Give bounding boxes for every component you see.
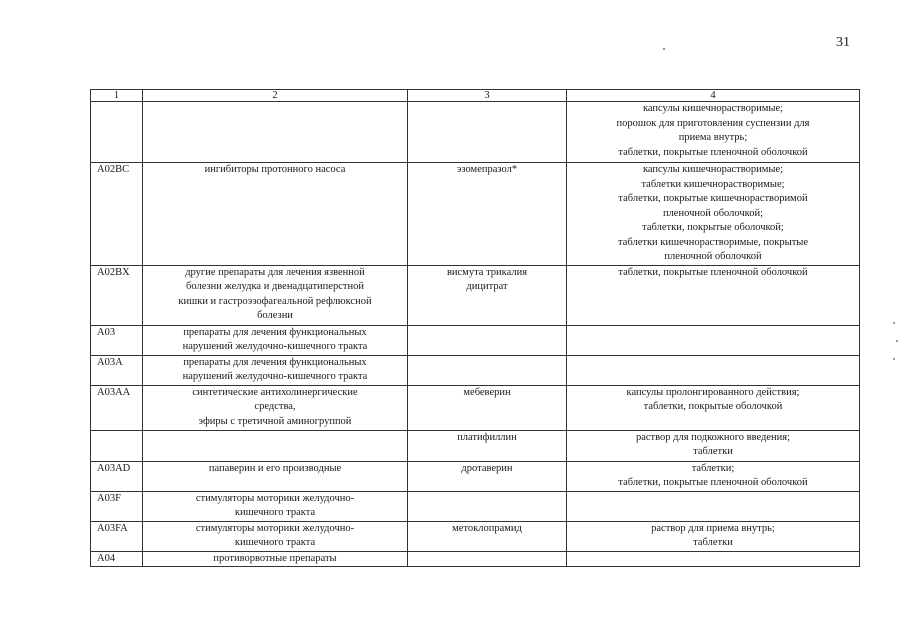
- atc-code-cell: [91, 102, 143, 163]
- drug-name-cell: [408, 102, 567, 163]
- drug-name-cell: мебеверин: [408, 385, 567, 430]
- dosage-forms-cell: [567, 325, 860, 355]
- atc-code-cell: A03AD: [91, 461, 143, 491]
- group-name-cell: препараты для лечения функциональных нарушений желудочно-кишечного тракта: [143, 355, 408, 385]
- group-name-cell: противорвотные препараты: [143, 551, 408, 567]
- dosage-forms-cell: раствор для приема внутрь; таблетки: [567, 521, 860, 551]
- group-name-cell: ингибиторы протонного насоса: [143, 163, 408, 266]
- group-name-cell: папаверин и его производные: [143, 461, 408, 491]
- group-name-cell: препараты для лечения функциональных нарушений желудочно-кишечного тракта: [143, 325, 408, 355]
- drug-name-cell: [408, 355, 567, 385]
- drug-name-cell: эзомепразол*: [408, 163, 567, 266]
- dosage-forms-cell: таблетки; таблетки, покрытые пленочной оболочкой: [567, 461, 860, 491]
- column-number-row: [91, 90, 860, 102]
- column-number: 1: [91, 90, 143, 102]
- group-name-cell: стимуляторы моторики желудочно- кишечного тракта: [143, 491, 408, 521]
- table-row: [91, 491, 860, 521]
- drug-name-cell: дротаверин: [408, 461, 567, 491]
- group-name-cell: [143, 430, 408, 461]
- dosage-forms-cell: [567, 551, 860, 567]
- atc-code-cell: A03F: [91, 491, 143, 521]
- scan-speck: [896, 340, 898, 342]
- group-name-cell: стимуляторы моторики желудочно- кишечного тракта: [143, 521, 408, 551]
- drug-table: [90, 89, 860, 567]
- dosage-forms-cell: капсулы кишечнорастворимые; таблетки кишечнорастворимые; таблетки, покрытые кишечнорастворимой пленочной оболочкой; таблетки, покрытые оболочкой; таблетки кишечнорастворимые, покрытые пленочной оболочкой: [567, 163, 860, 266]
- table-row: [91, 385, 860, 430]
- drug-name-cell: метоклопрамид: [408, 521, 567, 551]
- column-number: 2: [143, 90, 408, 102]
- atc-code-cell: A02BC: [91, 163, 143, 266]
- table-row: [91, 430, 860, 461]
- drug-name-cell: висмута трикалия дицитрат: [408, 265, 567, 325]
- atc-code-cell: A03FA: [91, 521, 143, 551]
- table-row: [91, 551, 860, 567]
- table-row: [91, 355, 860, 385]
- group-name-cell: синтетические антихолинергические средства, эфиры с третичной аминогруппой: [143, 385, 408, 430]
- table-row: [91, 521, 860, 551]
- dosage-forms-cell: раствор для подкожного введения; таблетки: [567, 430, 860, 461]
- page-number: 31: [836, 35, 850, 50]
- dosage-forms-cell: [567, 491, 860, 521]
- column-number: 4: [567, 90, 860, 102]
- table-row: [91, 461, 860, 491]
- group-name-cell: [143, 102, 408, 163]
- drug-name-cell: платифиллин: [408, 430, 567, 461]
- table-row: [91, 102, 860, 163]
- dosage-forms-cell: капсулы кишечнорастворимые; порошок для приготовления суспензии для приема внутрь; таблетки, покрытые пленочной оболочкой: [567, 102, 860, 163]
- drug-name-cell: [408, 551, 567, 567]
- drug-name-cell: [408, 491, 567, 521]
- atc-code-cell: A04: [91, 551, 143, 567]
- atc-code-cell: [91, 430, 143, 461]
- dosage-forms-cell: [567, 355, 860, 385]
- dosage-forms-cell: таблетки, покрытые пленочной оболочкой: [567, 265, 860, 325]
- drug-name-cell: [408, 325, 567, 355]
- atc-code-cell: A02BX: [91, 265, 143, 325]
- atc-code-cell: A03: [91, 325, 143, 355]
- scan-speck: [663, 48, 665, 50]
- atc-code-cell: A03AA: [91, 385, 143, 430]
- scan-speck: [893, 322, 895, 324]
- column-number: 3: [408, 90, 567, 102]
- table-row: [91, 163, 860, 266]
- scan-speck: [893, 358, 895, 360]
- table-row: [91, 265, 860, 325]
- group-name-cell: другие препараты для лечения язвенной болезни желудка и двенадцатиперстной кишки и гастроэзофагеальной рефлюксной болезни: [143, 265, 408, 325]
- atc-code-cell: A03A: [91, 355, 143, 385]
- dosage-forms-cell: капсулы пролонгированного действия; таблетки, покрытые оболочкой: [567, 385, 860, 430]
- table-row: [91, 325, 860, 355]
